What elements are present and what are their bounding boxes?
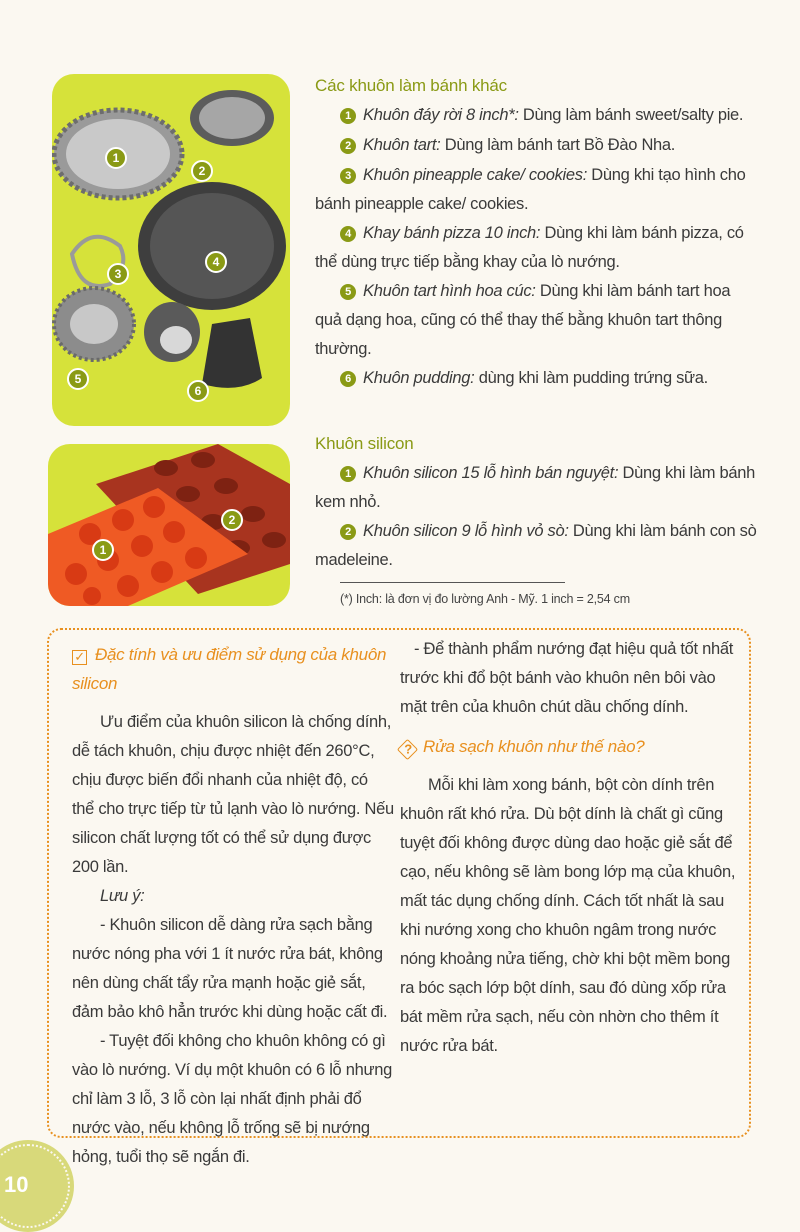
item-desc: Dùng làm bánh sweet/salty pie. [518,106,744,124]
paragraph: - Để thành phẩm nướng đạt hiệu quả tốt nhất trước khi đổ bột bánh vào khuôn nên bôi vào mặt trên của khuôn chút dầu chống dính. [400,640,734,716]
number-badge: 2 [340,524,356,540]
item-term: Khuôn silicon 15 lỗ hình bán nguyệt: [363,464,619,482]
photo-label-2: 2 [198,164,206,178]
photo-label-3: 3 [114,267,122,281]
checkbox-icon: ✓ [72,650,87,665]
note-label: Lưu ý: [100,887,145,905]
list-item [315,459,760,517]
box-heading-text: Đặc tính và ưu điểm sử dụng của khuôn silicon [72,645,387,693]
item-desc: Dùng khi làm bánh tart hoa quả dạng hoa, cũng có thể thay thế bằng khuôn tart thông thường. [315,282,731,358]
paragraph: Mỗi khi làm xong bánh, bột còn dính trên khuôn rất khó rửa. Dù bột dính là chất gì cũng tuyệt đối không được dùng dao hoặc giẻ sắt để cạo, nếu không sẽ làm bong lớp mạ của khuôn, mất tác dụng chống dính. Cách tốt nhất là sau khi nướng xong cho khuôn ngâm trong nước nóng khoảng nửa tiếng, chờ khi bột mềm bong ra bóc sạch lớp bột dính, sau đó dùng xốp rửa bát mềm rửa sạch, nếu còn nhờn cho thêm ít nước rửa bát. [400,776,736,1055]
page-number: 10 [4,1172,29,1197]
number-badge: 3 [340,168,356,184]
item-desc: Dùng khi làm bánh pizza, có thể dùng trực tiếp bằng khay của lò nướng. [315,224,744,271]
list-item [315,277,760,364]
number-badge: 1 [340,466,356,482]
number-badge: 5 [340,284,356,300]
list-item [315,517,760,575]
photo-label-6: 6 [194,384,202,398]
item-term: Khuôn tart: [363,136,441,154]
number-badge: 6 [340,371,356,387]
item-desc: Dùng khi làm bánh kem nhỏ. [315,464,756,511]
item-desc: Dùng làm bánh tart Bồ Đào Nha. [440,136,676,154]
item-term: Khuôn silicon 9 lỗ hình vỏ sò: [363,522,569,540]
item-term: Khuôn đáy rời 8 inch*: [363,106,519,124]
list-item [315,131,760,160]
list-item [315,161,760,219]
paragraph: - Tuyệt đối không cho khuôn không có gì vào lò nướng. Ví dụ một khuôn có 6 lỗ nhưng chỉ làm 3 lỗ, 3 lỗ còn lại nhất định phải đổ nước vào, nếu không lỗ trống sẽ bị nướng hỏng, tuổi thọ sẽ ngắn đi. [72,1032,392,1166]
info-box-right-column [400,635,738,1061]
silicon-molds-photo [48,444,290,606]
section-heading-other-molds: Các khuôn làm bánh khác [315,76,507,95]
item-term: Khay bánh pizza 10 inch: [363,224,541,242]
photo-label-4: 4 [212,255,220,269]
item-desc: Dùng khi làm bánh con sò madeleine. [315,522,757,569]
info-box-left-column [72,640,394,1172]
photo-label-2: 2 [228,513,236,527]
list-item [315,364,760,393]
number-badge: 4 [340,226,356,242]
number-badge: 2 [340,138,356,154]
footnote: (*) Inch: là đơn vị đo lường Anh - Mỹ. 1 inch = 2,54 cm [340,592,630,606]
baking-pans-photo [52,74,290,426]
paragraph: Ưu điểm của khuôn silicon là chống dính, dễ tách khuôn, chịu được nhiệt đến 260°C, chịu được biến đổi nhanh của nhiệt độ, có thể cho trực tiếp từ tủ lạnh vào lò nướng. Nếu silicon chất lượng tốt có thể sử dụng được 200 lần. [72,713,394,876]
number-badge: 1 [340,108,356,124]
paragraph: - Khuôn silicon dễ dàng rửa sạch bằng nước nóng pha với 1 ít nước rửa bát, không nên dùng chất tẩy rửa mạnh hoặc giẻ sắt, đảm bảo khô hẳn trước khi dùng hoặc cất đi. [72,916,388,1021]
photo-label-1: 1 [112,151,120,165]
item-term: Khuôn pudding: [363,369,475,387]
page-number-badge [0,1140,74,1232]
list-item [315,101,760,130]
section-heading-silicon: Khuôn silicon [315,434,414,453]
question-diamond-icon: ? [397,739,418,760]
photo-label-5: 5 [74,372,82,386]
box-heading-cleaning [400,732,738,761]
item-term: Khuôn tart hình hoa cúc: [363,282,536,300]
footnote-rule [340,582,565,583]
item-desc: Dùng khi tạo hình cho bánh pineapple cake/ cookies. [315,166,746,213]
box-heading-text: Rửa sạch khuôn như thế nào? [423,737,645,756]
item-desc: dùng khi làm pudding trứng sữa. [474,369,708,387]
item-term: Khuôn pineapple cake/ cookies: [363,166,587,184]
box-heading-silicon-features [72,640,394,698]
list-item [315,219,760,277]
photo-label-1: 1 [99,543,107,557]
